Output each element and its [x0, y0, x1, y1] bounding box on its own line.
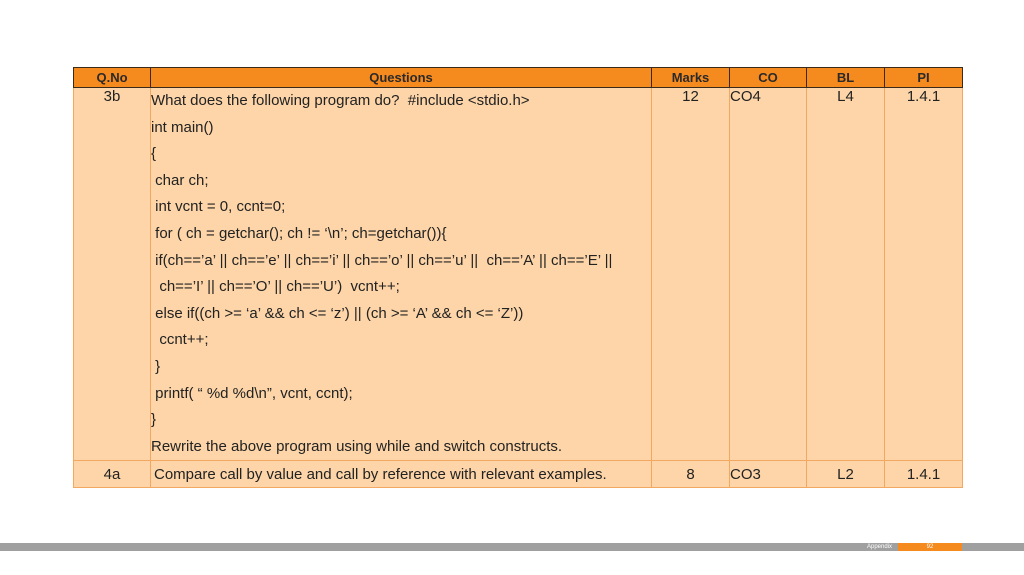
question-line: {: [151, 145, 157, 163]
row-co: CO4: [730, 88, 807, 461]
question-line: for ( ch = getchar(); ch != ‘\n’; ch=getchar()){: [151, 224, 447, 242]
question-line: printf( “ %d %d\n”, vcnt, ccnt);: [151, 384, 353, 402]
header-marks: Marks: [652, 68, 730, 88]
footer-section-label: Appendix: [866, 544, 893, 550]
question-line: Rewrite the above program using while and switch constructs.: [151, 437, 563, 455]
row-question: Compare call by value and call by reference with relevant examples.: [151, 461, 652, 488]
row-pi: 1.4.1: [885, 461, 963, 488]
footer-page-number: 92: [898, 543, 962, 551]
question-line: }: [151, 357, 161, 375]
row-qno: 4a: [74, 461, 151, 488]
header-co: CO: [730, 68, 807, 88]
header-questions: Questions: [151, 68, 652, 88]
row-marks: 12: [652, 88, 730, 461]
question-line: }: [151, 411, 157, 429]
row-qno: 3b: [74, 88, 151, 461]
row-bl: L2: [807, 461, 885, 488]
question-line: int main(): [151, 118, 214, 136]
row-bl: L4: [807, 88, 885, 461]
question-line: ch==’I’ || ch==’O’ || ch==’U’) vcnt++;: [151, 278, 400, 296]
header-pi: PI: [885, 68, 963, 88]
row-co: CO3: [730, 461, 807, 488]
header-qno: Q.No: [74, 68, 151, 88]
table-header-row: [74, 68, 963, 88]
question-line: else if((ch >= ‘a’ && ch <= ‘z’) || (ch >= ‘A’ && ch <= ‘Z’)): [151, 304, 524, 322]
header-bl: BL: [807, 68, 885, 88]
question-line: ccnt++;: [151, 331, 209, 349]
question-line: if(ch==’a’ || ch==’e’ || ch==’i’ || ch==’o’ || ch==’u’ || ch==’A’ || ch==’E’ ||: [151, 251, 613, 269]
questions-table: [73, 67, 963, 488]
question-line: int vcnt = 0, ccnt=0;: [151, 198, 286, 216]
row-pi: 1.4.1: [885, 88, 963, 461]
question-line: What does the following program do? #include <stdio.h>: [151, 92, 530, 109]
table-row: [74, 461, 963, 488]
row-question: [151, 88, 652, 461]
table-row: [74, 88, 963, 461]
question-line: char ch;: [151, 171, 209, 189]
row-marks: 8: [652, 461, 730, 488]
